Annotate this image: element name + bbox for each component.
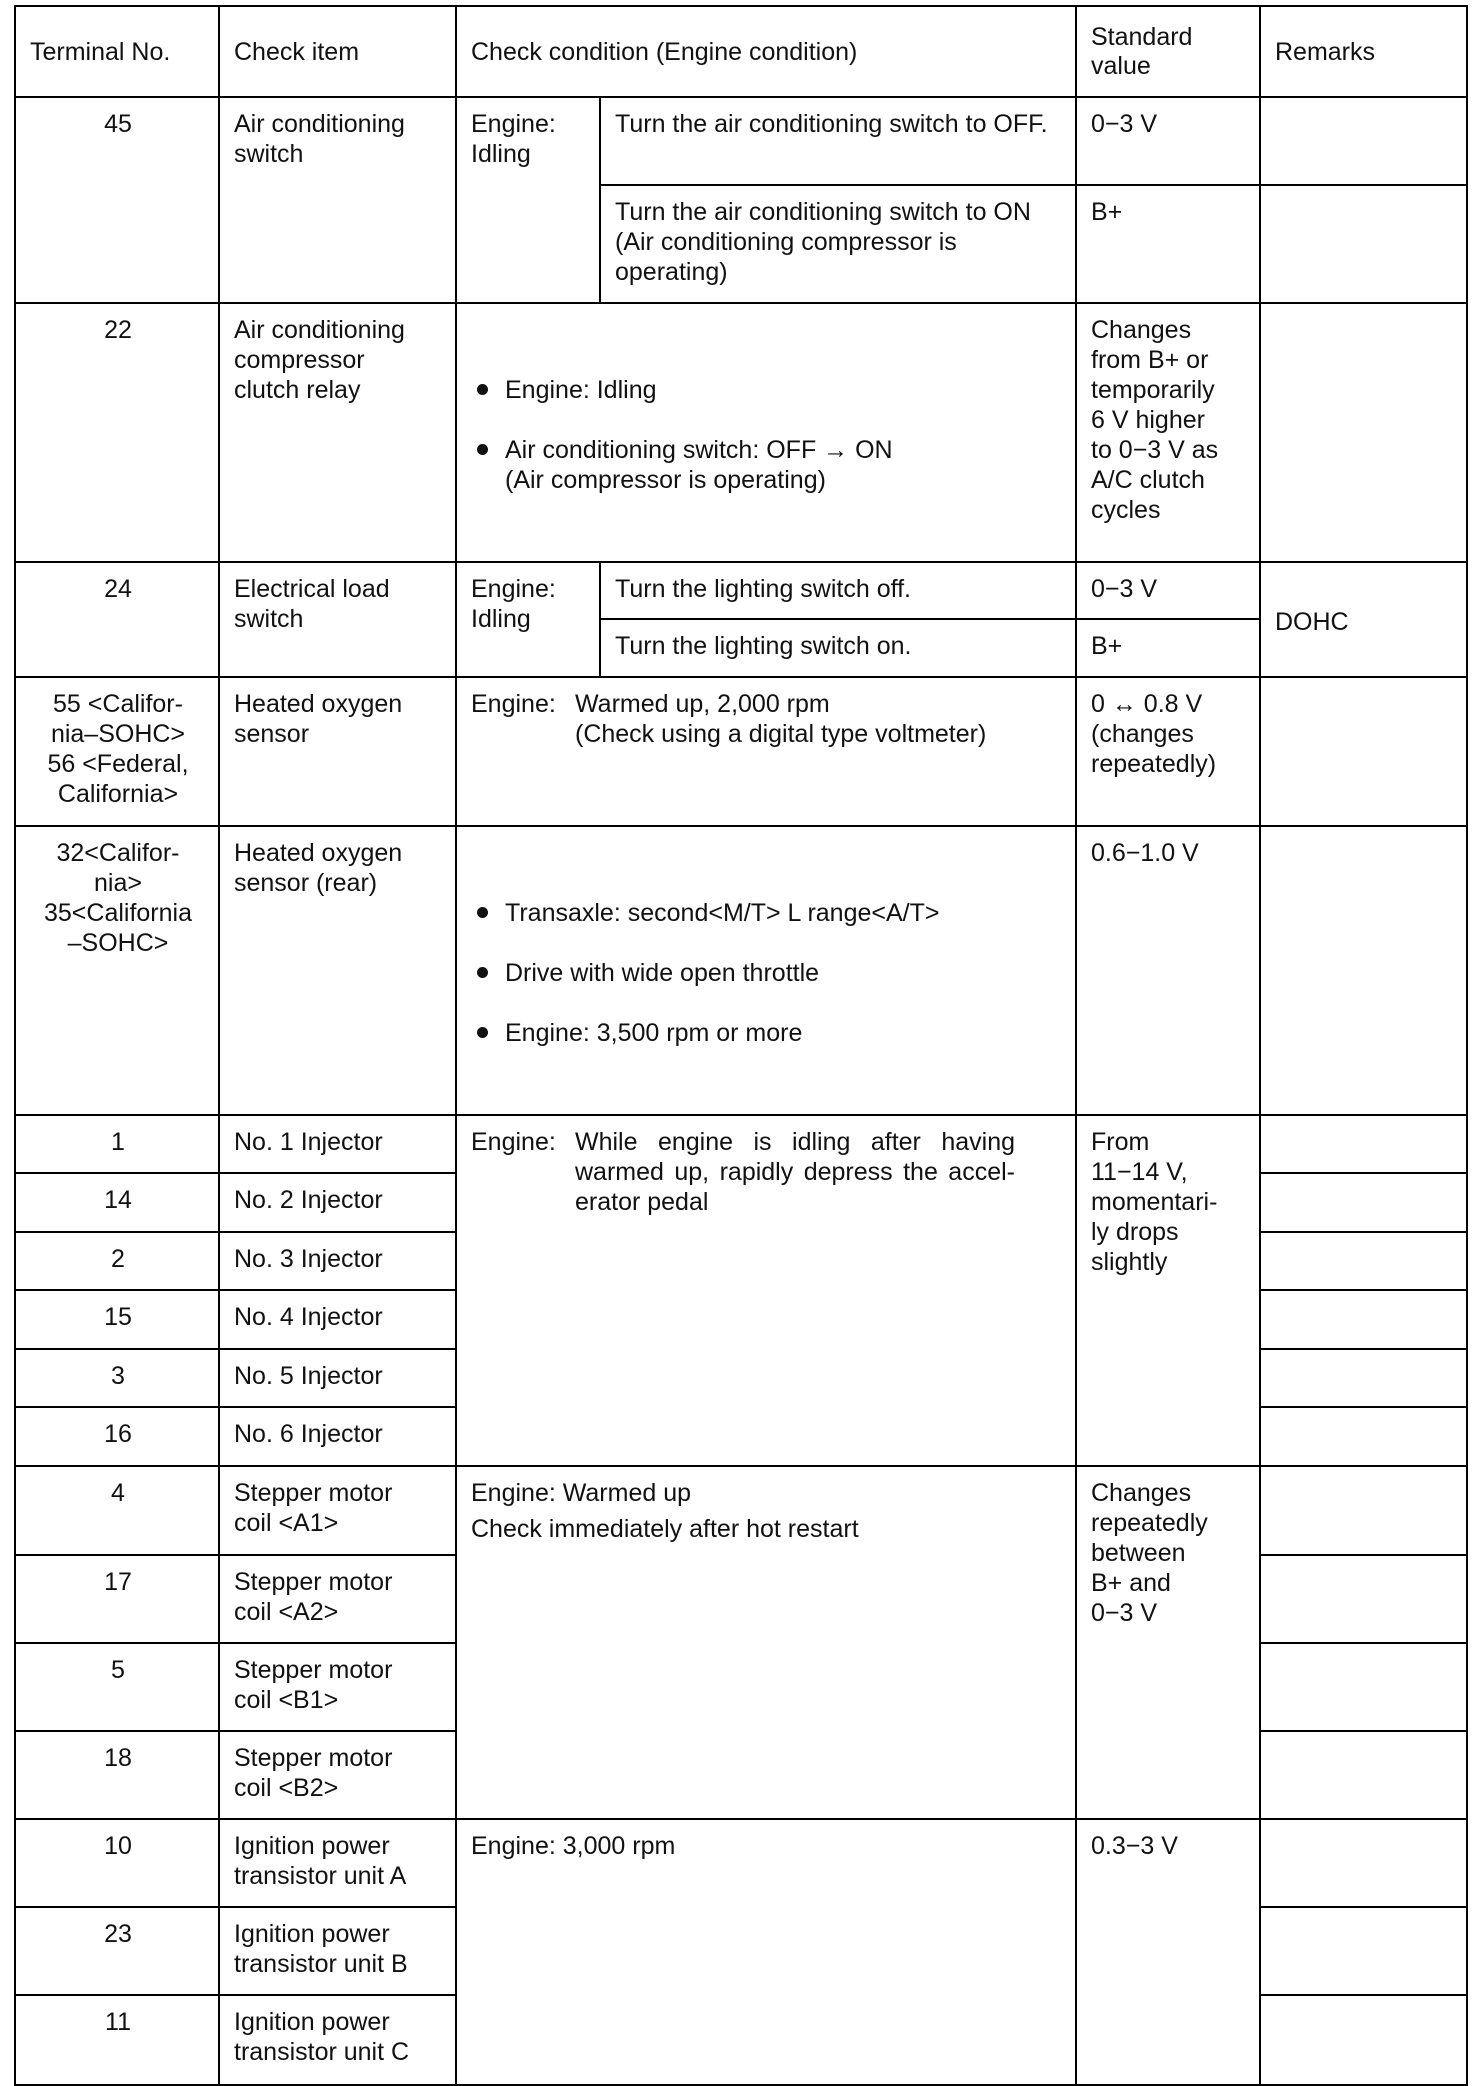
condition-bullets xyxy=(471,868,1063,1078)
table-row xyxy=(15,826,1467,1115)
condition-cell xyxy=(456,1466,1076,1819)
header-check-item: Check item xyxy=(219,6,456,97)
remarks-cell xyxy=(1260,303,1467,562)
header-condition: Check condition (Engine condition) xyxy=(456,6,1076,97)
remarks-cell xyxy=(1260,185,1467,303)
standard-cell: 0−3 V xyxy=(1076,97,1260,185)
terminal-cell: 32<Califor- nia> 35<California –SOHC> xyxy=(15,826,219,1115)
terminal-cell: 2 xyxy=(15,1232,219,1290)
terminal-cell: 55 <Califor- nia–SOHC> 56 <Federal, California> xyxy=(15,677,219,826)
terminal-cell: 3 xyxy=(15,1349,219,1407)
remarks-cell xyxy=(1260,1995,1467,2085)
terminal-cell: 17 xyxy=(15,1555,219,1643)
remarks-cell: DOHC xyxy=(1260,562,1467,677)
terminal-cell: 16 xyxy=(15,1407,219,1466)
terminal-cell: 23 xyxy=(15,1907,219,1995)
condition-label: Engine: xyxy=(471,1128,556,1156)
check-item-cell: No. 2 Injector xyxy=(219,1173,456,1232)
check-item-cell: Air conditioning switch xyxy=(219,97,456,303)
terminal-cell: 24 xyxy=(15,562,219,677)
table-row xyxy=(15,677,1467,826)
check-item-cell: Stepper motor coil <A1> xyxy=(219,1466,456,1555)
terminal-cell: 5 xyxy=(15,1643,219,1731)
remarks-cell xyxy=(1260,97,1467,185)
standard-cell: 0.6−1.0 V xyxy=(1076,826,1260,1115)
terminal-cell: 14 xyxy=(15,1173,219,1232)
check-item-cell: No. 1 Injector xyxy=(219,1115,456,1173)
table-row xyxy=(15,97,1467,185)
bullet-item: Engine: Idling xyxy=(471,375,1063,405)
table-row xyxy=(15,562,1467,619)
check-item-cell: Stepper motor coil <B2> xyxy=(219,1731,456,1819)
standard-cell: 0.3−3 V xyxy=(1076,1819,1260,2085)
condition-cell: Turn the lighting switch off. xyxy=(600,562,1076,619)
remarks-cell xyxy=(1260,1173,1467,1232)
terminal-cell: 22 xyxy=(15,303,219,562)
table-row xyxy=(15,1466,1467,1555)
remarks-cell xyxy=(1260,1555,1467,1643)
condition-bullets xyxy=(471,345,1063,525)
bullet-item: Engine: 3,500 rpm or more xyxy=(471,1018,1063,1048)
condition-cell xyxy=(456,303,1076,562)
engine-label-cell: Engine: Idling xyxy=(456,97,600,303)
standard-cell: B+ xyxy=(1076,185,1260,303)
remarks-cell xyxy=(1260,1466,1467,1555)
check-item-cell: No. 6 Injector xyxy=(219,1407,456,1466)
standard-cell: 0 ↔ 0.8 V (changes repeatedly) xyxy=(1076,677,1260,826)
check-table xyxy=(14,5,1468,2086)
remarks-cell xyxy=(1260,1407,1467,1466)
bullet-item: Air conditioning switch: OFF → ON (Air compressor is operating) xyxy=(471,435,1063,495)
condition-line: Check immediately after hot restart xyxy=(471,1515,859,1543)
condition-cell xyxy=(456,826,1076,1115)
remarks-cell xyxy=(1260,826,1467,1115)
standard-cell: B+ xyxy=(1076,619,1260,677)
bullet-item: Transaxle: second<M/T> L range<A/T> xyxy=(471,898,1063,928)
condition-cell: Turn the air conditioning switch to OFF. xyxy=(600,97,1076,185)
remarks-cell xyxy=(1260,1349,1467,1407)
header-terminal: Terminal No. xyxy=(15,6,219,97)
terminal-cell: 1 xyxy=(15,1115,219,1173)
header-standard: Standard value xyxy=(1076,6,1260,97)
check-item-cell: Stepper motor coil <B1> xyxy=(219,1643,456,1731)
remarks-cell xyxy=(1260,1643,1467,1731)
terminal-cell: 45 xyxy=(15,97,219,303)
condition-text: Warmed up, 2,000 rpm (Check using a digital type voltmeter) xyxy=(575,690,987,748)
standard-cell: Changes from B+ or temporarily 6 V higher to 0−3 V as A/C clutch cycles xyxy=(1076,303,1260,562)
check-item-cell: Air conditioning compressor clutch relay xyxy=(219,303,456,562)
check-item-cell: Stepper motor coil <A2> xyxy=(219,1555,456,1643)
remarks-cell xyxy=(1260,1290,1467,1349)
check-item-cell: Ignition power transistor unit C xyxy=(219,1995,456,2085)
table-row xyxy=(15,303,1467,562)
remarks-cell xyxy=(1260,1115,1467,1173)
terminal-cell: 15 xyxy=(15,1290,219,1349)
check-item-cell: No. 4 Injector xyxy=(219,1290,456,1349)
condition-cell: Turn the lighting switch on. xyxy=(600,619,1076,677)
condition-cell xyxy=(456,1115,1076,1466)
check-item-cell: Heated oxygen sensor xyxy=(219,677,456,826)
check-item-cell: Ignition power transistor unit A xyxy=(219,1819,456,1907)
terminal-cell: 4 xyxy=(15,1466,219,1555)
terminal-cell: 10 xyxy=(15,1819,219,1907)
terminal-cell: 11 xyxy=(15,1995,219,2085)
condition-line: Engine: Warmed up xyxy=(471,1479,692,1507)
header-row xyxy=(15,6,1467,97)
remarks-cell xyxy=(1260,1819,1467,1907)
table-row xyxy=(15,1115,1467,1173)
standard-cell: Changes repeatedly between B+ and 0−3 V xyxy=(1076,1466,1260,1819)
check-item-cell: Electrical load switch xyxy=(219,562,456,677)
check-item-cell: No. 5 Injector xyxy=(219,1349,456,1407)
check-item-cell: Heated oxygen sensor (rear) xyxy=(219,826,456,1115)
check-item-cell: No. 3 Injector xyxy=(219,1232,456,1290)
terminal-cell: 18 xyxy=(15,1731,219,1819)
standard-cell: From 11−14 V, momentari- ly drops slightly xyxy=(1076,1115,1260,1466)
remarks-cell xyxy=(1260,1731,1467,1819)
condition-cell: Engine: 3,000 rpm xyxy=(456,1819,1076,2085)
remarks-cell xyxy=(1260,1907,1467,1995)
check-item-cell: Ignition power transistor unit B xyxy=(219,1907,456,1995)
engine-label-cell: Engine: Idling xyxy=(456,562,600,677)
remarks-cell xyxy=(1260,677,1467,826)
condition-text: While engine is idling after having warmed up, rapidly depress the accel-erator pedal xyxy=(575,1128,1015,1216)
standard-cell: 0−3 V xyxy=(1076,562,1260,619)
condition-cell: Turn the air conditioning switch to ON (Air conditioning compressor is operating) xyxy=(600,185,1076,303)
condition-cell xyxy=(456,677,1076,826)
table-row xyxy=(15,1819,1467,1907)
condition-label: Engine: xyxy=(471,690,556,718)
bullet-item: Drive with wide open throttle xyxy=(471,958,1063,988)
remarks-cell xyxy=(1260,1232,1467,1290)
header-remarks: Remarks xyxy=(1260,6,1467,97)
